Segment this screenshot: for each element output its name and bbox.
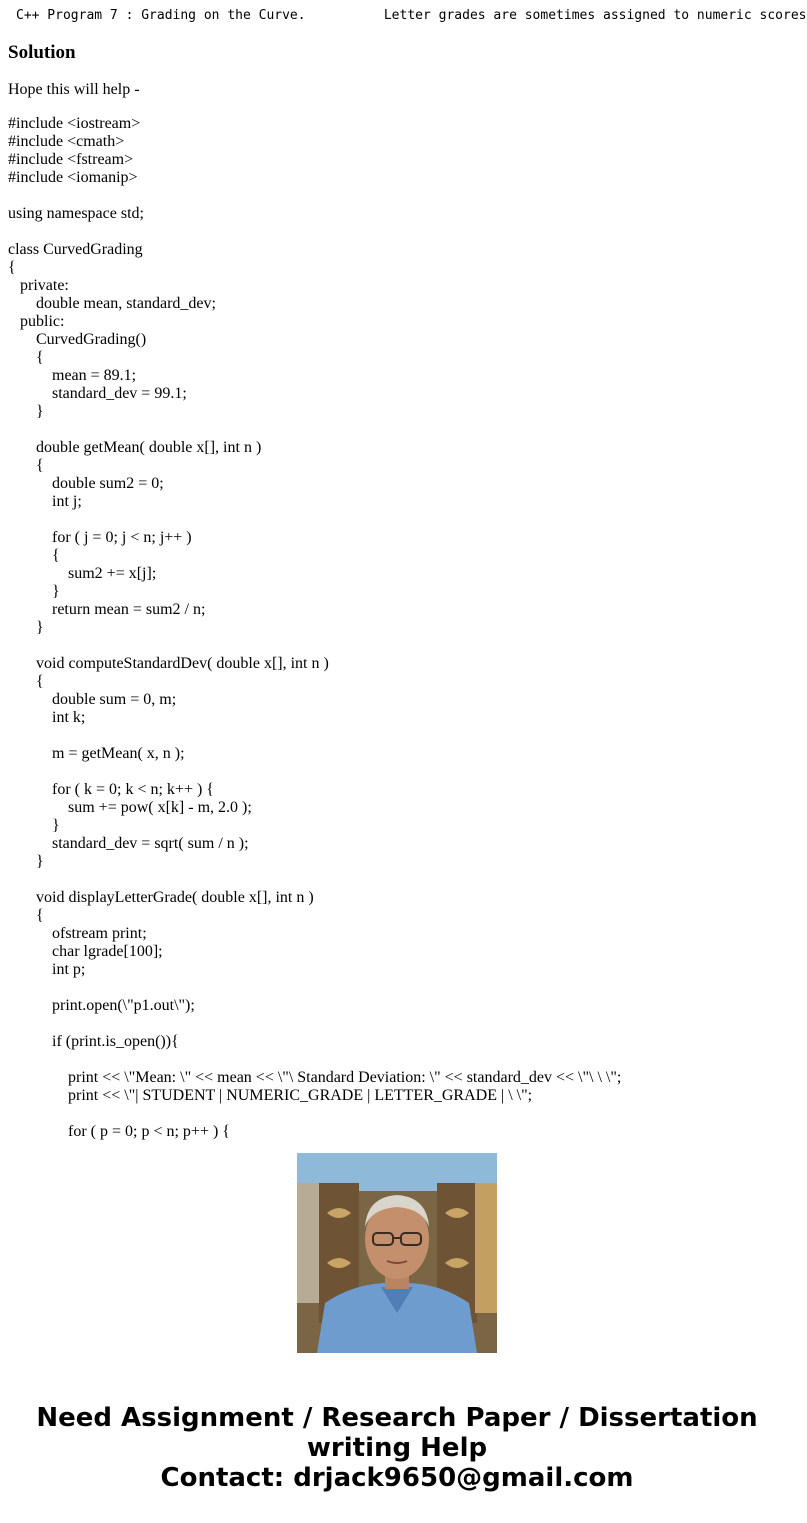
code-line: double getMean( double x[], int n ) — [8, 439, 262, 456]
code-line: sum += pow( x[k] - m, 2.0 ); — [8, 799, 252, 816]
code-line: private: — [8, 277, 69, 294]
code-line — [8, 727, 788, 745]
cta-contact-line: Contact: drjack9650@gmail.com — [160, 1463, 634, 1493]
code-line: { — [8, 547, 60, 564]
question-title: C++ Program 7 : Grading on the Curve. Letter grades are sometimes assigned to numeric scores — [16, 8, 807, 23]
code-line: #include <iostream> — [8, 115, 141, 132]
code-line: { — [8, 457, 44, 474]
code-line: ofstream print; — [8, 925, 147, 942]
code-listing — [8, 115, 788, 1140]
solution-intro: Hope this will help - — [8, 81, 140, 98]
code-line: print.open(\"p1.out\"); — [8, 997, 195, 1014]
code-line: void displayLetterGrade( double x[], int n ) — [8, 889, 314, 906]
code-line: int k; — [8, 709, 86, 726]
solution-heading: Solution — [8, 42, 76, 63]
assignment-help-banner — [0, 1403, 794, 1493]
code-line: #include <iomanip> — [8, 169, 138, 186]
code-line: for ( j = 0; j < n; j++ ) — [8, 529, 192, 546]
code-line: standard_dev = sqrt( sum / n ); — [8, 835, 249, 852]
code-line — [8, 871, 788, 889]
code-line: print << \"| STUDENT | NUMERIC_GRADE | LETTER_GRADE | \ \"; — [8, 1087, 533, 1104]
code-line: sum2 += x[j]; — [8, 565, 157, 582]
code-line — [8, 1105, 788, 1123]
code-line: return mean = sum2 / n; — [8, 601, 206, 618]
code-line: int p; — [8, 961, 86, 978]
code-line: } — [8, 853, 44, 870]
code-line: using namespace std; — [8, 205, 144, 222]
code-line — [8, 511, 788, 529]
code-line — [8, 1015, 788, 1033]
code-line: m = getMean( x, n ); — [8, 745, 185, 762]
presenter-photo-icon — [297, 1153, 497, 1353]
code-line: public: — [8, 313, 65, 330]
code-line: double sum = 0, m; — [8, 691, 177, 708]
code-line: } — [8, 583, 60, 600]
code-line: } — [8, 817, 60, 834]
code-line — [8, 637, 788, 655]
code-line: } — [8, 619, 44, 636]
code-line: CurvedGrading() — [8, 331, 147, 348]
code-line: for ( k = 0; k < n; k++ ) { — [8, 781, 214, 798]
code-line: class CurvedGrading — [8, 241, 143, 258]
code-line: { — [8, 349, 44, 366]
code-line: { — [8, 673, 44, 690]
code-line — [8, 421, 788, 439]
code-line: #include <cmath> — [8, 133, 125, 150]
code-line: for ( p = 0; p < n; p++ ) { — [8, 1123, 230, 1140]
code-line — [8, 223, 788, 241]
code-line: char lgrade[100]; — [8, 943, 163, 960]
code-line: if (print.is_open()){ — [8, 1033, 179, 1050]
code-line — [8, 979, 788, 997]
code-line: int j; — [8, 493, 82, 510]
code-line: #include <fstream> — [8, 151, 134, 168]
code-line: { — [8, 907, 44, 924]
code-line: double sum2 = 0; — [8, 475, 164, 492]
presenter-avatar — [297, 1153, 497, 1353]
code-line: } — [8, 403, 44, 420]
cta-line-2: writing Help — [306, 1433, 488, 1463]
code-line: double mean, standard_dev; — [8, 295, 216, 312]
code-line: { — [8, 259, 16, 276]
code-line — [8, 763, 788, 781]
cta-line-1: Need Assignment / Research Paper / Dissertation — [36, 1403, 758, 1433]
code-line — [8, 187, 788, 205]
code-line: print << \"Mean: \" << mean << \"\ Standard Deviation: \" << standard_dev << \"\ \ \"; — [8, 1069, 622, 1086]
code-line: standard_dev = 99.1; — [8, 385, 187, 402]
code-line: void computeStandardDev( double x[], int n ) — [8, 655, 329, 672]
code-line — [8, 1051, 788, 1069]
code-line: mean = 89.1; — [8, 367, 137, 384]
